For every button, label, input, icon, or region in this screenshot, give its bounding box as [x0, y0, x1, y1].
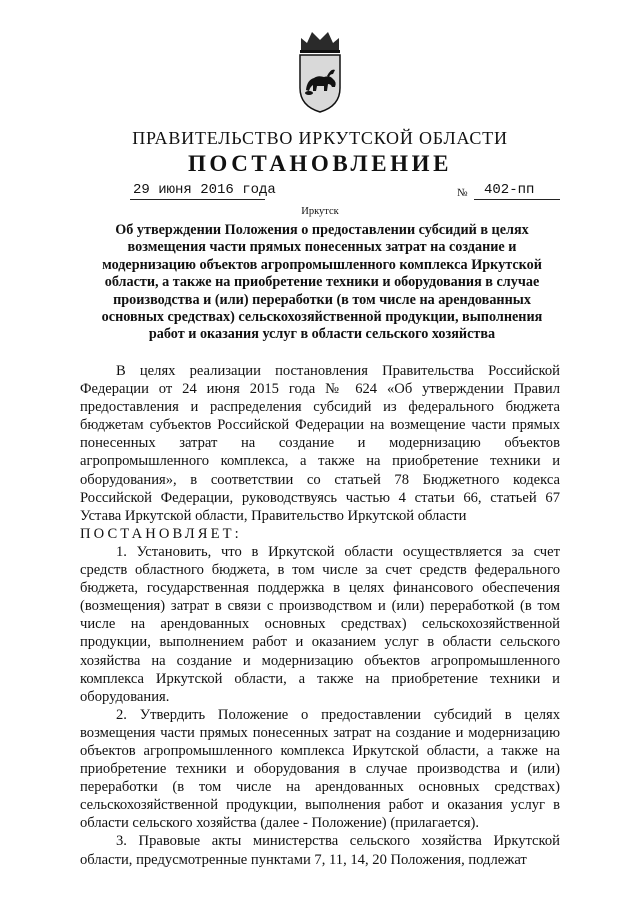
document-date: 29 июня 2016 года [133, 182, 276, 198]
city: Иркутск [301, 206, 339, 217]
preamble-paragraph: В целях реализации постановления Правительства Российской Федерации от 24 июня 2015 года № 624 «Об утверждении Правил предоставления и распределения субсидий из федерального бюджета бюджетам субъектов Российской Федерации на возмещение части прямых понесенных затрат на создание и модернизацию объектов агропромышленного комплекса, а также на приобретение техники и оборудования», в соответствии со статьей 78 Бюджетного кодекса Российской Федерации, руководствуясь частью 4 статьи 66, статьей 67 Устава Иркутской области, Правительство Иркутской области [80, 363, 560, 524]
item-1-paragraph: 1. Установить, что в Иркутской области осуществляется за счет средств областного бюджета, в том числе за счет средств федерального бюджета, государственная поддержка в целях финансового обеспечения (возмещения) затрат в связи с производством и (или) переработкой (в том числе на арендованных основных средствах) сельскохозяйственной продукции, выполнением работ и оказанием услуг в области сельского хозяйства на создание и модернизацию объектов агропромышленного комплекса Иркутской области, а также на приобретение техники и оборудования. [80, 543, 560, 705]
government-name: ПРАВИТЕЛЬСТВО ИРКУТСКОЙ ОБЛАСТИ [132, 128, 508, 148]
item-2-paragraph: 2. Утвердить Положение о предоставлении субсидий в целях возмещения части прямых понесенных затрат на создание и модернизацию объектов агропромышленного комплекса Иркутской области, а также на приобретение техники и оборудования в случае производства и (или) переработки (в том числе на арендованных основных средствах) сельскохозяйственной продукции, выполнения работ и оказания услуг в области сельского хозяйства (далее - Положение) (прилагается). [80, 706, 560, 832]
number-underline [474, 199, 560, 200]
item-3-paragraph: 3. Правовые акты министерства сельского хозяйства Иркутской области, предусмотренные пунктами 7, 11, 14, 20 Положения, подлежат [80, 833, 560, 868]
document-type: ПОСТАНОВЛЕНИЕ [187, 151, 453, 176]
document-body [80, 362, 560, 869]
document-number: 402-пп [484, 182, 535, 198]
document-title: Об утверждении Положения о предоставлении субсидий в целях возмещения части прямых понесенных затрат на создание и модернизацию объектов агропромышленного комплекса Иркутской области, а также на приобретение техники и оборудования в случае производства и (или) переработки (в том числе на арендованных основных средствах) сельскохозяйственной продукции, выполнения работ и оказания услуг в области сельского хозяйства [101, 222, 543, 343]
decree-word: ПОСТАНОВЛЯЕТ: [80, 525, 242, 542]
date-underline [130, 199, 265, 200]
number-sign: № [457, 187, 468, 199]
coat-of-arms-icon [297, 30, 343, 114]
